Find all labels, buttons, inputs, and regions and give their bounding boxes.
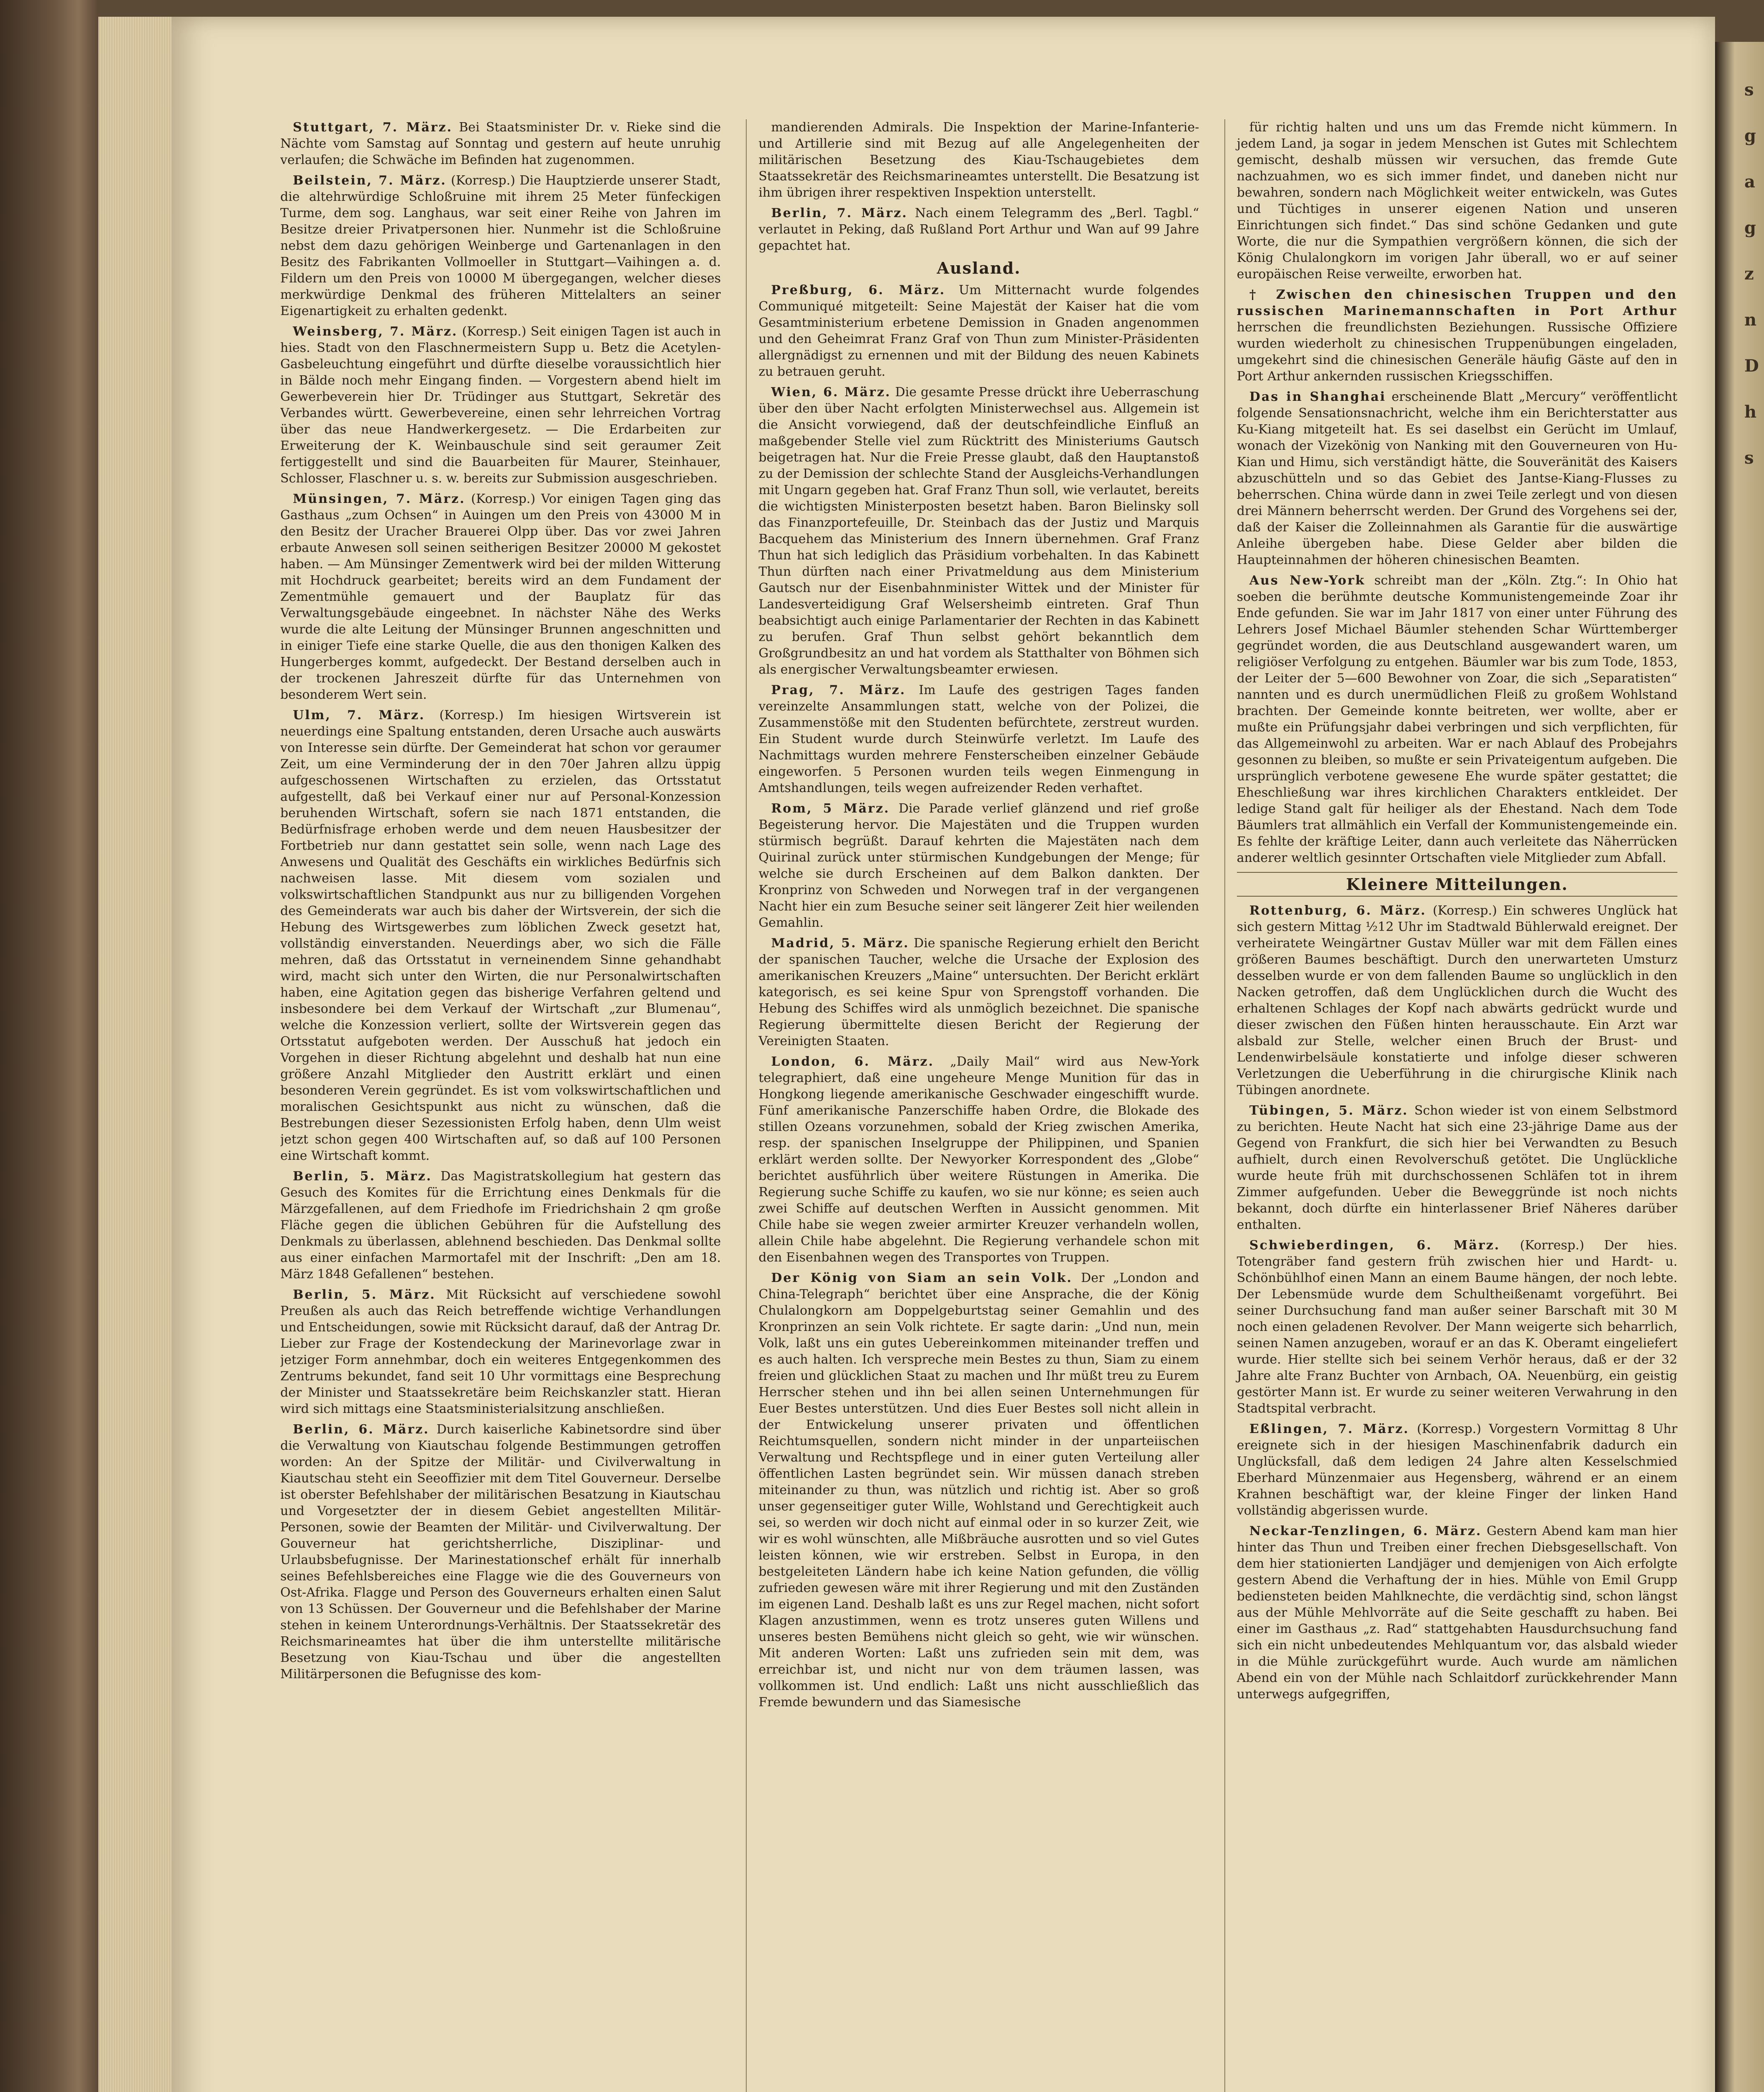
article-body: herrschen die freundlichsten Beziehungen. Russische Offiziere wurden wiederholt zu chinesischen Truppenübungen eingeladen, umgekehrt sind die chinesischen Generäle häufig Gäste auf den in Port Arthur ankernden russischen Kriegsschiffen. <box>1237 320 1677 384</box>
article-dateline: Eßlingen, 7. März. <box>1249 1422 1409 1436</box>
article <box>280 1287 721 1417</box>
facing-page-edge <box>1715 42 1764 2092</box>
article <box>280 491 721 703</box>
article <box>758 800 1199 931</box>
article-body: Das Magistratskollegium hat gestern das Gesuch des Komites für die Errichtung eines Denkmals für die Märzgefallenen, auf dem Friedhofe im Friedrichshain 2 qm große Fläche gegen die üblichen Gebühren für die Aufstellung des Denkmals zu überlassen, ablehnend beschieden. Das Denkmal sollte aus einer einfachen Marmortafel mit der Inschrift: „Den am 18. März 1848 Gefallenen“ bestehen. <box>280 1169 721 1282</box>
article-body: „Daily Mail“ wird aus New-York telegraphiert, daß eine ungeheure Menge Munition für das in Hongkong liegende amerikanische Geschwader eingeschifft wurde. Fünf amerikanische Panzerschiffe haben Ordre, die Blokade des stillen Ozeans vorzunehmen, sobald der Krieg zwischen Amerika, resp. der spanischen Inselgruppe der Philippinen, und Spanien erklärt werden sollte. Der Newyorker Korrespondent des „Globe“ berichtet ausführlich über weitere Rüstungen in Amerika. Die Regierung suche Schiffe zu kaufen, wo sie nur könne; es seien auch zwei Schiffe auf deutschen Werften in Aussicht genommen. Mit Chile habe sie wegen zweier armirter Kreuzer verhandeln wollen, allein Chile habe abgelehnt. Die Regierung verhandele schon mit den Eisenbahnen wegen des Transportes von Truppen. <box>758 1054 1199 1265</box>
article-body: schreibt man der „Köln. Ztg.“: In Ohio hat soeben die berühmte deutsche Kommunistengemeinde Zoar ihr Ende gefunden. Sie war im Jahr 1817 von einer unter Führung des Lehrers Josef Michael Bäumler stehenden Schar Württemberger gegründet worden, die aus Deutschland ausgewandert waren, um religiöser Verfolgung zu entgehen. Bäumler war bis zum Tode, 1853, der Leiter der 5—600 Bewohner von Zoar, die sich „Separatisten“ nannten und es durch unermüdlichen Fleiß zu großem Wohlstand brachten. Der Gemeinde konnte beitreten, wer wollte, aber er mußte ein Prüfungsjahr dabei verbringen und sich verpflichten, für das Allgemeinwohl zu arbeiten. War er nach Ablauf des Probejahrs gesonnen zu bleiben, so mußte er sein Privateigentum aufgeben. Die ursprünglich verbotene gewesene Ehe wurde später gestattet; die Eheschließung war ihres kirchlichen Charakters entkleidet. Der ledige Stand galt für heiliger als der Ehestand. Nach dem Tode Bäumlers trat allmählich ein Verfall der Kommunistengemeinde ein. Es fehlte der kräftige Leiter, dann auch verleitete das Näherrücken anderer weltlich gesinnter Ortschaften viele Mitglieder zum Abfall. <box>1237 573 1677 865</box>
article-dateline: Neckar-Tenzlingen, 6. März. <box>1249 1524 1482 1538</box>
edge-letter: h <box>1744 402 1757 422</box>
article-body: Die gesamte Presse drückt ihre Ueberraschung über den über Nacht erfolgten Ministerwechsel aus. Allgemein ist die Ansicht vorwiegend, daß der deutschfeindliche Einfluß an maßgebender Stelle viel zum Rücktritt des Ministeriums Gautsch beigetragen hat. Nur die Freie Presse glaubt, daß den Hauptanstoß zu der Demission der schlechte Stand der Ausgleichs-Verhandlungen mit Ungarn gegeben hat. Graf Franz Thun soll, wie verlautet, bereits die wichtigsten Ministerposten besetzt haben. Baron Bielinsky soll das Finanzportefeuille, Dr. Steinbach das der Justiz und Marquis Bacquehem das Ministerium des Innern übernehmen. Graf Franz Thun hat sich lediglich das Präsidium vorbehalten. In das Kabinett Thun dürften nach einer Privatmeldung aus dem Ministerium Gautsch nur der Eisenbahnminister Wittek und der Minister für Landesverteidigung Graf Welsersheimb eintreten. Graf Thun beabsichtigt auch einige Parlamentarier der Rechten in das Kabinett zu berufen. Graf Thun selbst gehört bekanntlich dem Großgrundbesitz an und hat vordem als Statthalter von Böhmen sich als energischer Verwaltungsbeamter erwiesen. <box>758 385 1199 677</box>
article-dateline: Berlin, 6. März. <box>293 1422 430 1437</box>
facing-page-letters <box>1744 67 1761 481</box>
article-dateline: Beilstein, 7. März. <box>293 173 447 188</box>
article-dateline: Weinsberg, 7. März. <box>293 324 458 339</box>
article-body: (Korresp.) Im hiesigen Wirtsverein ist neuerdings eine Spaltung entstanden, deren Ursache auch auswärts von Interesse sein dürfte. Der Gemeinderat hat schon vor geraumer Zeit, um eine Verminderung der in den 70er Jahren allzu üppig aufgeschossenen Wirtschaften zu erzielen, das Ortsstatut aufgestellt, daß bei Verkauf einer nur auf Personal-Konzession beruhenden Wirtschaft, sofern sie nach 1871 entstanden, die Bedürfnisfrage erhoben werde und dem neuen Hausbesitzer der Fortbetrieb nur dann gestattet sein solle, wenn nach Lage des Anwesens und Qualität des Geschäfts ein wirkliches Bedürfnis sich nachweisen lasse. Mit diesem vom sozialen und volkswirtschaftlichen Standpunkt aus nur zu billigenden Vorgehen des Gemeinderats war auch bis daher der Wirtsverein, der sich die Hebung des Wirtsgewerbes zum löblichen Zweck gesetzt hat, vollständig einverstanden. Neuerdings aber, wo sich die Fälle mehren, daß das Ortsstatut in verneinendem Sinne gehandhabt wird, macht sich unter den Wirten, die nur Personalwirtschaften haben, eine Agitation gegen das bisherige Verfahren geltend und insbesondere bei dem Verkauf der Wirtschaft „zur Blumenau“, welche die Konzession verliert, sollte der Wirtsverein gegen das Ortsstatut aufgeboten werden. Der Ausschuß hat jedoch ein Vorgehen in dieser Richtung abgelehnt und deshalb hat nun eine größere Anzahl Mitglieder den Austritt erklärt und einen besonderen Verein gegründet. Es ist vom volkswirtschaftlichen und moralischen Gesichtspunkt aus nicht zu wünschen, daß die Bestrebungen dieser Sezessionisten Erfolg haben, denn Ulm weist jetzt schon gegen 400 Wirtschaften auf, so daß auf 100 Personen eine Wirtschaft kommt. <box>280 708 721 1163</box>
article-body: Schon wieder ist von einem Selbstmord zu berichten. Heute Nacht hat sich eine 23-jährige Dame aus der Gegend von Frankfurt, die sich hier bei Verwandten zu Besuch aufhielt, durch einen Revolverschuß getötet. Die Unglückliche wurde heute früh mit durchschossenen Schläfen tot in ihrem Zimmer aufgefunden. Ueber die Beweggründe ist noch nichts bekannt, doch dürfte ein hinterlassener Brief Näheres darüber enthalten. <box>1237 1103 1677 1232</box>
article-dateline: Berlin, 5. März. <box>293 1287 436 1302</box>
article-dateline: London, 6. März. <box>771 1054 934 1069</box>
article-body: mandierenden Admirals. Die Inspektion der Marine-Infanterie- und Artillerie sind mit Bezug auf alle Angelegenheiten der militärischen Besetzung des Kiau-Tschaugebietes dem Staatssekretär des Reichsmarineamtes unterstellt. Die Besatzung ist ihm übrigen ihrer respektiven Inspektion unterstellt. <box>758 120 1199 200</box>
article-dateline: Münsingen, 7. März. <box>293 492 466 506</box>
article <box>1237 287 1677 385</box>
article <box>758 935 1199 1049</box>
article <box>280 119 721 168</box>
article-body: Gestern Abend kam man hier hinter das Thun und Treiben einer frechen Diebsgesellschaft. Von dem hier stationierten Landjäger und demjenigen von Aich erfolgte gestern Abend die Verhaftung der in hies. Mühle von Emil Grupp bediensteten beiden Mahlknechte, die verdächtig sind, schon längst aus der Mühle Mehlvorräte auf die Seite geschafft zu haben. Bei einer im Gasthaus „z. Rad“ stattgehabten Hausdurchsuchung fand sich ein nicht unbedeutendes Mehlquantum vor, das alsbald wieder in die Mühle zurückgeführt wurde. Auch wurde am nämlichen Abend ein von der Mühle nach Schlaitdorf zurückkehrender Mann unterwegs aufgegriffen, <box>1237 1524 1677 1702</box>
article-body: (Korresp.) Die Hauptzierde unserer Stadt, die altehrwürdige Schloßruine mit ihrem 25 Meter fünfeckigen Turme, dem sog. Langhaus, war seit einer Reihe von Jahren im Besitze dreier Privatpersonen hier. Nunmehr ist die Schloßruine nebst dem dazu gehörigen Weinberge und Gartenanlagen in den Besitz des Fabrikanten Vollmoeller in Stuttgart—Vaihingen a. d. Fildern um den Preis von 10000 M übergegangen, welcher dieses merkwürdige Denkmal des früheren Mittelalters an seiner Eigenartigkeit zu erhalten gedenkt. <box>280 173 721 318</box>
article-body: (Korresp.) Seit einigen Tagen ist auch in hies. Stadt von den Flaschnermeistern Supp u. Betz die Acetylen-Gasbeleuchtung eingeführt und dürfte dieselbe voraussichtlich hier in Bälde noch mehr Eingang finden. — Vorgestern abend hielt im Gewerbeverein hier Dr. Trüdinger aus Stuttgart, Sekretär des Verbandes württ. Gewerbevereine, einen sehr lehrreichen Vortrag über das neue Handwerkergesetz. — Die Erdarbeiten zur Erweiterung der K. Weinbauschule sind seit geraumer Zeit fertiggestellt und sind die Bauarbeiten für Maurer, Steinhauer, Schlosser, Flaschner u. s. w. bereits zur Submission ausgeschrieben. <box>280 324 721 486</box>
book-spine <box>0 0 98 2092</box>
article-dateline: Der König von Siam an sein Volk. <box>771 1271 1073 1285</box>
article-body: erscheinende Blatt „Mercury“ veröffentlicht folgende Sensationsnachricht, welche ihm ein Berichterstatter aus Ku-Kiang mitgeteilt hat. Es sei daselbst ein Gerücht im Umlauf, wonach der Vizekönig von Nanking mit den Gouverneuren von Hu-Kian und Himu, sich verständigt hätte, die Souveränität des Kaisers abzuschütteln und so das Gebiet des Jantse-Kiang-Flusses zu beherrschen. China würde dann in zwei Teile zerlegt und von diesen drei Männern beherrscht werden. Der Grund des Vorgehens sei der, daß der Kaiser die Zolleinnahmen als Garantie für die auswärtige Anleihe übergeben habe. Diese Gelder aber bilden die Haupteinnahmen der höheren chinesischen Beamten. <box>1237 390 1677 567</box>
article-body: (Korresp.) Ein schweres Unglück hat sich gestern Mittag ½12 Uhr im Stadtwald Bühlerwald ereignet. Der verheiratete Weingärtner Gustav Müller war mit dem Fällen eines größeren Baumes beschäftigt. Durch den unerwarteten Umsturz desselben wurde er von dem fallenden Baume so unglücklich in den Nacken getroffen, daß dem Unglücklichen durch die Wucht des erhaltenen Schlages der Kopf nach abwärts gedrückt wurde und dieser zwischen den Füßen hinten herausschaute. Ein Arzt war alsbald zur Stelle, welcher einen Bruch der Brust- und Lendenwirbelsäule konstatierte und infolge dieser schweren Verletzungen die Ueberführung in die chirurgische Klinik nach Tübingen anordnete. <box>1237 903 1677 1097</box>
article <box>1237 119 1677 282</box>
article-body: Durch kaiserliche Kabinetsordre sind über die Verwaltung von Kiautschau folgende Bestimmungen getroffen worden: An der Spitze der Militär- und Civilverwaltung in Kiautschau steht ein Seeoffizier mit dem Titel Gouverneur. Derselbe ist oberster Befehlshaber der militärischen Besatzung in Kiautschau und Vorgesetzter der in diesem Gebiet angestellten Militär-Personen, sowie der Beamten der Militär- und Civilverwaltung. Der Gouverneur hat gerichtsherrliche, Disziplinar- und Urlaubsbefugnisse. Der Marinestationschef erhält für innerhalb seines Befehlsbereiches eine Flagge wie die des Gouverneurs von Ost-Afrika. Flagge und Person des Gouverneurs erhalten einen Salut von 13 Schüssen. Der Gouverneur und die Befehlshaber der Marine stehen in keinem Unterordnungs-Verhältnis. Der Staatssekretär des Reichsmarineamtes hat über die ihm unterstellte militärische Besetzung von Kiau-Tschau und über die angestellten Militärpersonen die Befugnisse des kom- <box>280 1422 721 1682</box>
article-body: (Korresp.) Vorgestern Vormittag 8 Uhr ereignete sich in der hiesigen Maschinenfabrik dadurch ein Unglücksfall, daß dem ledigen 24 Jahre alten Kesselschmied Eberhard Münzenmaier aus Hegensberg, während er an einem Krahnen beschäftigt war, der kleine Finger der linken Hand vollständig abgerissen wurde. <box>1237 1422 1677 1518</box>
article-dateline: Berlin, 7. März. <box>771 206 908 220</box>
article-dateline: Prag, 7. März. <box>771 683 906 697</box>
article-body: Die spanische Regierung erhielt den Bericht der spanischen Taucher, welche die Ursache der Explosion des amerikanischen Kreuzers „Maine“ untersuchten. Der Bericht erklärt kategorisch, es sei keine Spur von Sprengstoff vorhanden. Die Hebung des Schiffes wird als unmöglich bezeichnet. Die spanische Regierung übermittelte diesen Bericht der Regierung der Vereinigten Staaten. <box>758 936 1199 1049</box>
article <box>758 1270 1199 1710</box>
article <box>1237 389 1677 568</box>
newspaper-columns <box>280 119 1677 2092</box>
article-body: Bei Staatsminister Dr. v. Rieke sind die Nächte vom Samstag auf Sonntag und gestern auf heute unruhig verlaufen; die Schwäche im Befinden hat zugenommen. <box>280 120 721 167</box>
article <box>1237 902 1677 1098</box>
article <box>1237 1237 1677 1417</box>
article-dateline: Das in Shanghai <box>1249 390 1386 404</box>
article <box>1237 572 1677 866</box>
article <box>1237 1421 1677 1519</box>
article-dateline: Wien, 6. März. <box>771 385 891 400</box>
column-1 <box>280 119 721 2092</box>
column-3 <box>1224 119 1677 2092</box>
article <box>1237 1523 1677 1702</box>
article-body: (Korresp.) Vor einigen Tagen ging das Gasthaus „zum Ochsen“ in Auingen um den Preis von 43000 M in den Besitz der Uracher Brauerei Olpp über. Das vor zwei Jahren erbaute Anwesen soll seinen seitherigen Besitzer 20000 M gekostet haben. — Am Münsinger Zementwerk wird bei der milden Witterung mit Hochdruck gearbeitet; bereits wird an dem Fundament der Zementmühle gemauert und der Bauplatz für das Verwaltungsgebäude eingeebnet. In nächster Nähe des Werks wurde die alte Leitung der Münsinger Brunnen angeschnitten und in einiger Tiefe eine starke Quelle, die aus den thonigen Kalken des Hungerberges kommt, aufgedeckt. Der Bestand derselben auch in der trockenen Jahreszeit dürfte für das Unternehmen von besonderem Wert sein. <box>280 492 721 702</box>
article <box>758 205 1199 254</box>
edge-letter: g <box>1744 126 1756 146</box>
article <box>280 172 721 319</box>
column-2 <box>746 119 1199 2092</box>
section-heading: Ausland. <box>937 259 1021 277</box>
article-body: Im Laufe des gestrigen Tages fanden vereinzelte Ansammlungen statt, welche von der Polizei, die Zusammenstöße mit den Studenten befürchtete, zerstreut wurden. Ein Student wurde durch Steinwürfe verletzt. Im Laufe des Nachmittags wurden mehrere Fensterscheiben einzelner Gebäude eingeworfen. 5 Personen wurden teils wegen Einmengung in Amtshandlungen, teils wegen aufreizender Reden verhaftet. <box>758 683 1199 795</box>
article-dateline: Ulm, 7. März. <box>293 708 425 723</box>
article-dateline: Tübingen, 5. März. <box>1249 1103 1408 1118</box>
article <box>758 1054 1199 1266</box>
article <box>280 1421 721 1682</box>
section-heading: Kleinere Mitteilungen. <box>1237 872 1677 897</box>
article-dateline: Preßburg, 6. März. <box>771 283 946 297</box>
edge-letter: s <box>1744 80 1754 100</box>
page-stack-edge <box>98 17 174 2092</box>
article-dateline: Rottenburg, 6. März. <box>1249 903 1426 918</box>
article-dateline: Rom, 5 März. <box>771 801 890 816</box>
edge-letter: s <box>1744 448 1754 468</box>
article-dateline: Berlin, 5. März. <box>293 1169 432 1184</box>
article-dateline: † Zwischen den chinesischen Truppen und den russischen Marinemannschaften in Port Arthur <box>1237 287 1677 318</box>
article-body: Um Mitternacht wurde folgendes Communiqué mitgeteilt: Seine Majestät der Kaiser hat die vom Gesamtministerium erbetene Demission in Gnaden angenommen und den Geheimrat Franz Graf von Thun zum Minister-Präsidenten allergnädigst zu ernennen und mit der Bildung des neuen Kabinets zu betrauen geruht. <box>758 283 1199 379</box>
article-dateline: Schwieberdingen, 6. März. <box>1249 1238 1500 1253</box>
article-dateline: Madrid, 5. März. <box>771 936 909 951</box>
article-body: Mit Rücksicht auf verschiedene sowohl Preußen als auch das Reich betreffende wichtige Verhandlungen und Entscheidungen, sowie mit Rücksicht darauf, daß der Antrag Dr. Lieber zur Frage der Kostendeckung der Marinevorlage zwar in jetziger Form annehmbar, doch ein weiteres Entgegenkommen des Zentrums bekundet, fand seit 10 Uhr vormittags eine Besprechung der Minister und Staatssekretäre beim Reichskanzler statt. Hieran wird sich mittags eine Staatsministerialsitzung anschließen. <box>280 1287 721 1416</box>
article <box>758 682 1199 796</box>
article-body: Nach einem Telegramm des „Berl. Tagbl.“ verlautet in Peking, daß Rußland Port Arthur und Wan auf 99 Jahre gepachtet hat. <box>758 206 1199 253</box>
edge-letter: n <box>1744 310 1757 330</box>
edge-letter: D <box>1744 356 1759 376</box>
article-body: (Korresp.) Der hies. Totengräber fand gestern früh zwischen hier und Hardt- u. Schönbühlhof einen Mann an einem Baume hängen, der noch lebte. Der Lebensmüde wurde dem Schultheißenamt vorgeführt. Bei seiner Durchsuchung fand man außer seiner Barschaft mit 30 M noch einen geladenen Revolver. Der Mann weigerte sich beharrlich, seinen Namen anzugeben, worauf er an das K. Oberamt eingeliefert wurde. Hier stellte sich bei seinem Verhör heraus, daß er der 32 Jahre alte Franz Buchter von Arnbach, OA. Neuenbürg, ein geistig gestörter Mann ist. Er wurde zu seiner weiteren Verwahrung in den Stadtspital verbracht. <box>1237 1238 1677 1416</box>
article-body: Der „London and China-Telegraph“ berichtet über eine Ansprache, die der König Chulalongkorn am Doppelgeburtstag seiner Gemahlin und des Kronprinzen an sein Volk richtete. Er sagte darin: „Und nun, mein Volk, laßt uns ein gutes Uebereinkommen miteinander treffen und es auch halten. Ich verspreche mein Bestes zu thun, Siam zu einem freien und glücklichen Staat zu machen und Ihr müßt treu zu Eurem Herrscher stehen und ihn bei allen seinen Unternehmungen für Euer Bestes unterstützen. Und dies Euer Bestes soll nicht allein in der Entwickelung unserer privaten und öffentlichen Reichtumsquellen, sondern nicht minder in der unparteiischen Verwaltung und Rechtspflege und in einer guten Verteilung aller öffentlichen Lasten begründet sein. Wir müssen danach streben miteinander zu thun, was nützlich und richtig ist. Aber so groß unser gegenseitiger guter Wille, Wohlstand und Gerechtigkeit auch sei, so werden wir doch nicht auf einmal oder in so kurzer Zeit, wie wir es wohl wünschten, alle Mißbräuche ausrotten und so viel Gutes leisten können, wie wir erstreben. Selbst in Europa, in den bestgeleiteten Ländern habe ich keine Nation gefunden, die völlig zufrieden gewesen wäre mit ihrer Regierung und mit den Zuständen im eigenen Land. Deshalb laßt es uns zur Regel machen, nicht sofort Klagen anzustimmen, wenn es trotz unseres guten Willens und unseres besten Bemühens nicht gleich so geht, wie wir wünschen. Mit anderen Worten: Laßt uns zufrieden sein mit dem, was erreichbar ist, und nicht nur von dem träumen lassen, was vollkommen ist. Und endlich: Laßt uns nicht ausschließlich das Fremde bewundern und das Siamesische <box>758 1271 1199 1710</box>
article <box>758 119 1199 201</box>
edge-letter: z <box>1744 264 1754 284</box>
article-body: für richtig halten und uns um das Fremde nicht kümmern. In jedem Land, ja sogar in jedem Menschen ist Gutes mit Schlechtem gemischt, deshalb müssen wir versuchen, das fremde Gute nachzuahmen, wo es sich immer findet, und daneben nicht nur bewahren, sondern nach Möglichkeit weiter entwickeln, was Gutes und Tüchtiges in unserer eigenen Nation und unseren Einrichtungen sich findet.“ Das sind schöne Gedanken und gute Worte, die nur die Sympathien vergrößern können, die sich der König Chulalongkorn im vorigen Jahr überall, wo er auf seiner europäischen Reise verweilte, erworben hat. <box>1237 120 1677 282</box>
article-body: Die Parade verlief glänzend und rief große Begeisterung hervor. Die Majestäten und die Truppen wurden stürmisch begrüßt. Darauf kehrten die Majestäten nach dem Quirinal zurück unter stürmischen Kundgebungen der Menge; für welche sie durch Erscheinen auf dem Balkon dankten. Der Kronprinz von Schweden und Norwegen traf in der vergangenen Nacht hier ein zum Besuche seiner seit längerer Zeit hier weilenden Gemahlin. <box>758 801 1199 930</box>
article <box>280 707 721 1164</box>
article <box>1237 1102 1677 1233</box>
article <box>280 1168 721 1282</box>
article <box>758 282 1199 380</box>
article <box>758 384 1199 678</box>
edge-letter: a <box>1744 172 1755 192</box>
article <box>280 323 721 487</box>
article-dateline: Aus New-York <box>1249 573 1365 588</box>
edge-letter: g <box>1744 218 1756 238</box>
article-dateline: Stuttgart, 7. März. <box>293 120 453 135</box>
